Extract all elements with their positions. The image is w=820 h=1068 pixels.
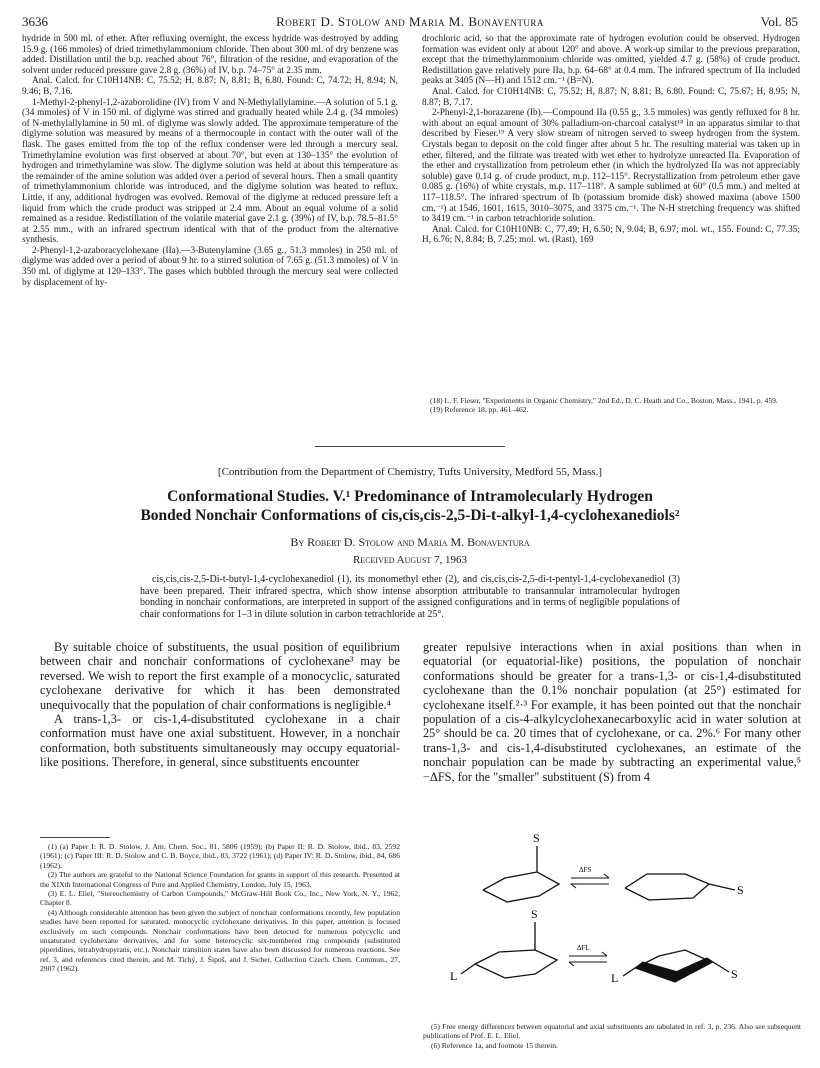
equilibrium-arrow-2 <box>569 952 607 966</box>
article-title-line2: Bonded Nonchair Conformations of cis,cis,cis-2,5-Di-t-alkyl-1,4-cyclohexanediols² <box>140 507 680 524</box>
paragraph: 1-Methyl-2-phenyl-1,2-azaborolidine (IV) from V and N-Methylallylamine.—A solution of 5.1 g. (34 mmoles) of V in 150 ml. of diglyme was stirred and gradually heated while 2.4 g. (34 mmoles) of N-methylallylamine in 50 ml. of diglyme was slowly added. The approximate temperature of the diglyme solution was measured by means of a thermocouple in contact with the outer wall of the flask. The gases emitted from the top of the reflux condenser were led through a mercury seal. Trimethylamine evolution was first observed at about 70°, but even at 130–135° the evolution of hydrogen and trimethylamine was slow. The diglyme solution was held at about this temperature as the remainder of the amine solution was added over a period of several hours. Then a small quantity of trimethylammonium chloride was introduced, and the diglyme solution was heated to reflux. Little, if any, additional hydrogen was evolved. Removal of the diglyme at reduced pressure left a liquid from which the crude product was stripped at 2.4 mm. About an equal volume of a solid remained as a residue. Redistillation of the volatile material gave 2.1 g. (39%) of IV, b.p. 78.5–81.5° at 2.55 mm., with an infrared spectrum identical with that of the product from the alternative synthesis. <box>22 97 398 246</box>
paragraph: drochloric acid, so that the approximate rate of hydrogen evolution could be observed. Hydrogen formation was evident only at about 120° and above. A work-up similar to the previous preparation, except that the trimethylammonium chloride was omitted, yielded 4.7 g. (58%) of crude product. Redistillation gave relatively pure IIa, b.p. 64–68° at 0.4 mm. The infrared spectrum of IIa included peaks at 3405 (N—H) and 1512 cm.⁻¹ (B=N). <box>422 34 800 87</box>
paragraph: Anal. Calcd. for C10H10NB: C, 77.49; H, 6.50; N, 9.04; B, 6.97; mol. wt., 155. Found: C, 77.35; H, 6.76; N, 8.84; B, 7.25; mol. wt. (Rast), 169 <box>422 224 800 246</box>
conformation-scheme <box>423 822 801 1012</box>
running-title: Robert D. Stolow and Maria M. Bonaventura <box>276 14 544 29</box>
volume: Vol. 85 <box>760 14 798 29</box>
paragraph: 2-Phenyl-1,2-azaboracyclohexane (IIa).—3-Butenylamine (3.65 g., 51.3 mmoles) in 250 ml. of diglyme was added over a period of about 9 hr. to a stirred solution of 7.65 g. (51.3 mmoles) of V in 350 ml. of diglyme at 120–133°. The gases which bubbled through the mercury seal were collected by displacement of hy- <box>22 245 398 288</box>
footnote: (6) Reference 1a, and footnote 15 therein. <box>431 1040 558 1050</box>
authors: By Robert D. Stolow and Maria M. Bonaventura <box>290 535 530 549</box>
footnote: (5) Free energy differences between equatorial and axial substituents are tabulated in ref. 3, p. 236. Also see subsequent publications of Prof. E. L. Eliel. <box>423 1022 801 1041</box>
paragraph: Anal. Calcd. for C10H14NB: C, 75.52; H, 8.87; N, 8.81; B, 6.80. Found: C, 74.72; H, 8.94; N, 9.46; B, 7.16. <box>22 76 398 97</box>
scheme-label-s2: S <box>737 883 744 897</box>
article-title-line1: Conformational Studies. V.¹ Predominance of Intramolecularly Hydrogen <box>167 488 653 505</box>
nonchair-structure <box>625 874 735 900</box>
chair-structure-2 <box>461 922 557 978</box>
section-divider <box>315 446 505 447</box>
footnote: (3) E. L. Eliel, "Stereochemistry of Carbon Compounds," McGraw-Hill Book Co., Inc., New York, N. Y., 1962, Chapter 8. <box>40 889 400 908</box>
equilibrium-arrow <box>571 874 609 888</box>
top-left-column <box>22 34 398 288</box>
arrow-label-dfl: ΔFL <box>577 944 590 952</box>
abstract: cis,cis,cis-2,5-Di-t-butyl-1,4-cyclohexanediol (1), its monomethyl ether (2), and cis,cis,cis-2,5-di-t-pentyl-1,4-cyclohexanediol (3) have been prepared. Their infrared spectra, which show intense absorption attributable to transannular intramolecular hydrogen bonding in nonchair conformations, are interpreted in support of the assigned configurations and in terms of negligible populations of chair conformations for 1–3 in dilute solution in carbon tetrachloride at 25°. <box>140 574 680 620</box>
body-left-column <box>40 640 400 770</box>
paragraph: hydride in 500 ml. of ether. After refluxing overnight, the excess hydride was destroyed by adding 15.9 g. (166 mmoles) of dried trimethylammonium chloride. Then about 300 ml. of dry benzene was added. Distillation until the b.p. reached about 76°, filtration of the residue, and evaporation of the solvent under reduced pressure gave 2.8 g. (36%) of IV, b.p. 74–75° at 2.35 mm. <box>22 34 398 76</box>
footnotes-left <box>40 842 400 974</box>
paragraph: greater repulsive interactions when in axial positions than when in equatorial (or equatorial-like) positions, the population of nonchair conformations should be greater for a trans-1,3- or cis-1,4-disubstituted cyclohexane than the 0.1% nonchair population (at 25°) estimated for cyclohexane itself.²·³ For example, it has been pointed out that the nonchair population of a cis-4-alkylcyclohexanecarboxylic acid in water solution at 25° should be ca. 20 times that of cyclohexane, or ca. 2%.⁶ For many other trans-1,3- and cis-1,4-disubstituted cyclohexanes, an estimate of the nonchair population can be made by subtracting an experimental value,⁵ −ΔFS, for the "smaller" substituent (S) from 4 <box>423 640 801 784</box>
contribution-line: [Contribution from the Department of Chemistry, Tufts University, Medford 55, Mass.] <box>217 466 603 478</box>
footnote-rule <box>40 837 110 838</box>
footnote: (1) (a) Paper I: R. D. Stolow, J. Am. Chem. Soc., 81, 5806 (1959); (b) Paper II: R. D. Stolow, ibid., 83, 2592 (1961); (c) Paper III: R. D. Stolow and C. B. Boyce, ibid., 83, 3722 (1961); (d) Paper IV: R. D. Stolow, ibid., 84, 686 (1962). <box>40 842 400 870</box>
scheme-label-s4: S <box>731 967 738 981</box>
scheme-label-s3: S <box>531 907 538 921</box>
page-number: 3636 <box>22 14 48 29</box>
footnotes-right <box>423 1022 801 1050</box>
scheme-label-s: S <box>533 831 540 845</box>
footnote: (18) L. F. Fieser, "Experiments in Organic Chemistry," 2nd Ed., D. C. Heath and Co., Boston, Mass., 1941, p. 459. <box>430 396 778 405</box>
received-date: Received August 7, 1963 <box>352 554 468 566</box>
paragraph: A trans-1,3- or cis-1,4-disubstituted cyclohexane in a chair conformation must have one axial substituent. However, in a nonchair conformation, both substituents simultaneously may occupy equatorial-like positions. Therefore, in general, since substituents encounter <box>40 712 400 770</box>
chair-structure <box>483 846 559 902</box>
footnote: (19) Reference 18, pp. 461–462. <box>430 405 529 415</box>
arrow-label-dfs: ΔFS <box>579 866 592 874</box>
body-right-column <box>423 640 801 784</box>
paragraph: Anal. Calcd. for C10H14NB: C, 75.52; H, 8.87; N, 8.81; B, 6.80. Found: C, 75.67; H, 8.95; N, 8.87; B, 7.17. <box>422 86 800 108</box>
top-right-footnotes <box>422 396 800 415</box>
scheme-label-l2: L <box>611 971 619 985</box>
top-right-column <box>422 34 800 246</box>
paragraph: 2-Phenyl-2,1-borazarene (Ib).—Compound IIa (0.55 g., 3.5 mmoles) was gently refluxed for 8 hr. with about an equal amount of 30% palladium-on-charcoal catalyst¹⁸ in an apparatus similar to that described by Fieser.¹⁹ A very slow stream of nitrogen served to sweep hydrogen from the system. Crystals began to deposit on the cold finger after about 5 hr. The resulting material was taken up in ether, filtered, and the filtrate was treated with wet ether to hydrolyze unreacted IIa. Evaporation of the ether and crystallization from petroleum ether (in which the hydrolyzed IIa was not appreciably soluble) gave 0.14 g. of crude product, m.p. 112–115°. Recrystallization from petroleum ether gave 0.085 g. (16%) of white crystals, m.p. 117–118°. A sample sublimed at 60° (0.5 mm.) and melted at 117–118.5°. The infrared spectrum of Ib (potassium bromide disk) showed maxima (above 1500 cm.⁻¹) at 1546, 1601, 1615, 3010–3075, and 3375 cm.⁻¹. The N-H stretching frequency was shifted to 3419 cm.⁻¹ in carbon tetrachloride solution. <box>422 108 800 225</box>
paragraph: By suitable choice of substituents, the usual position of equilibrium between chair and nonchair conformations of cyclohexane³ may be reversed. We wish to report the first example of a monocyclic, saturated cyclohexane derivative for which it has been demonstrated unequivocally that the population of chair conformations is negligible.⁴ <box>40 640 400 712</box>
footnote: (2) The authors are grateful to the National Science Foundation for grants in support of this research. Presented at the XIXth International Congress of Pure and Applied Chemistry, London, July 15, 1963. <box>40 870 400 889</box>
footnote: (4) Although considerable attention has been given the subject of nonchair conformations recently, few population studies have been reported for saturated, monocyclic cyclohexane derivatives. In this paper, attention is focused exclusively on such compounds. Nonchair conformations have been detected for numerous polycyclic and unsaturated cyclohexane derivatives, and for some heterocyclic six-membered ring compounds (substituted piperidines, tetrahydropyrans, etc.). Nonchair transition states have also been discussed for numerous reactions. See ref. 3, and references cited therein, and M. Tichý, J. Šipoš, and J. Sicher, Collection Czech. Chem. Commun., 27, 2907 (1962). <box>40 907 400 974</box>
scheme-label-l: L <box>450 969 458 983</box>
nonchair-structure-2 <box>623 950 729 982</box>
